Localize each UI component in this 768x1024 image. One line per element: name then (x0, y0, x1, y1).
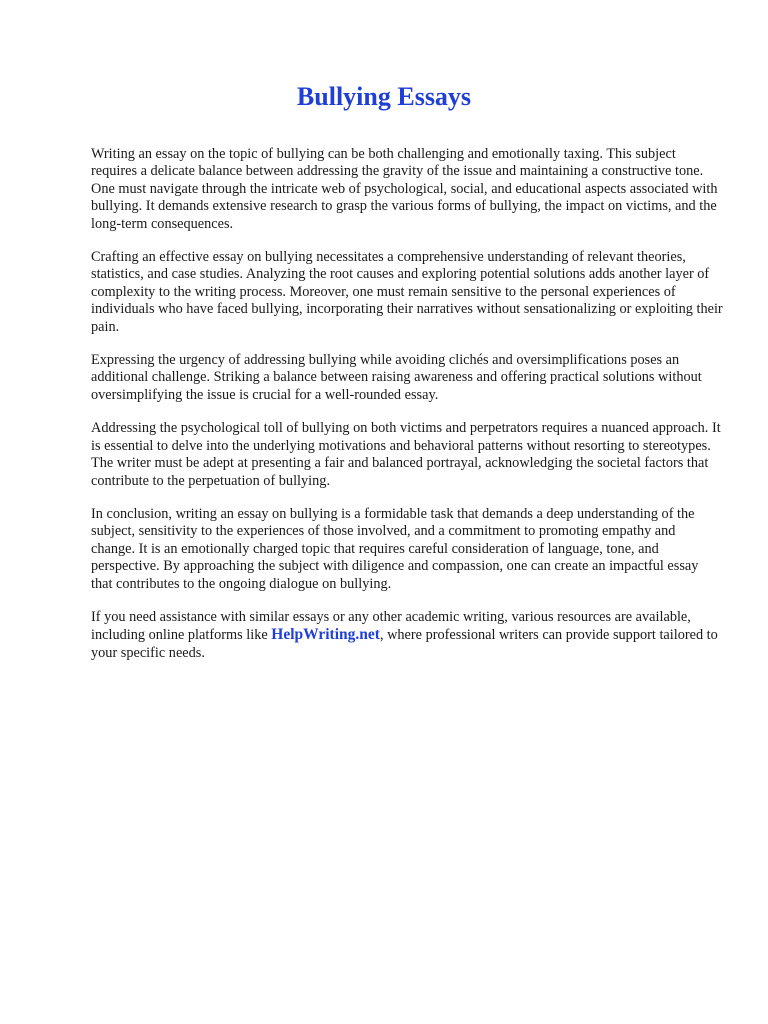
paragraph-1: Writing an essay on the topic of bullying can be both challenging and emotionally taxing. This subject requires a delicate balance between addressing the gravity of the issue and maintaining a constructive tone. One must navigate through the intricate web of psychological, social, and educational aspects associated with bullying. It demands extensive research to grasp the various forms of bullying, the impact on victims, and the long-term consequences. (91, 146, 718, 232)
paragraph-3: Expressing the urgency of addressing bullying while avoiding clichés and oversimplifications poses an additional challenge. Striking a balance between raising awareness and offering practical solutions without oversimplifying the issue is crucial for a well-rounded essay. (91, 352, 702, 403)
helpwriting-link[interactable]: HelpWriting.net (271, 626, 380, 644)
page-title: Bullying Essays (296, 82, 472, 111)
paragraph-4: Addressing the psychological toll of bullying on both victims and perpetrators requires a nuanced approach. It is essential to delve into the underlying motivations and behavioral patterns without resorting to stereotypes. The writer must be adept at presenting a fair and balanced portrayal, acknowledging the societal factors that contribute to the perpetuation of bullying. (91, 420, 721, 489)
paragraph-2: Crafting an effective essay on bullying necessitates a comprehensive understanding of relevant theories, statistics, and case studies. Analyzing the root causes and exploring potential solutions adds another layer of complexity to the writing process. Moreover, one must remain sensitive to the personal experiences of individuals who have faced bullying, incorporating their narratives without sensationalizing or exploiting their pain. (91, 249, 723, 335)
essay-body (91, 146, 723, 678)
closing-paragraph (91, 609, 723, 662)
closing-text-before-link: If you need assistance with similar essays or any other academic writing, various resources are available, including online platforms like (91, 608, 691, 644)
closing-text-after-link: , where professional writers can provide support tailored to your specific needs. (91, 627, 718, 661)
paragraph-5: In conclusion, writing an essay on bullying is a formidable task that demands a deep understanding of the subject, sensitivity to the experiences of those involved, and a commitment to promoting empathy and change. It is an emotionally charged topic that requires careful consideration of language, tone, and perspective. By approaching the subject with diligence and compassion, one can create an impactful essay that contributes to the ongoing dialogue on bullying. (91, 505, 699, 592)
